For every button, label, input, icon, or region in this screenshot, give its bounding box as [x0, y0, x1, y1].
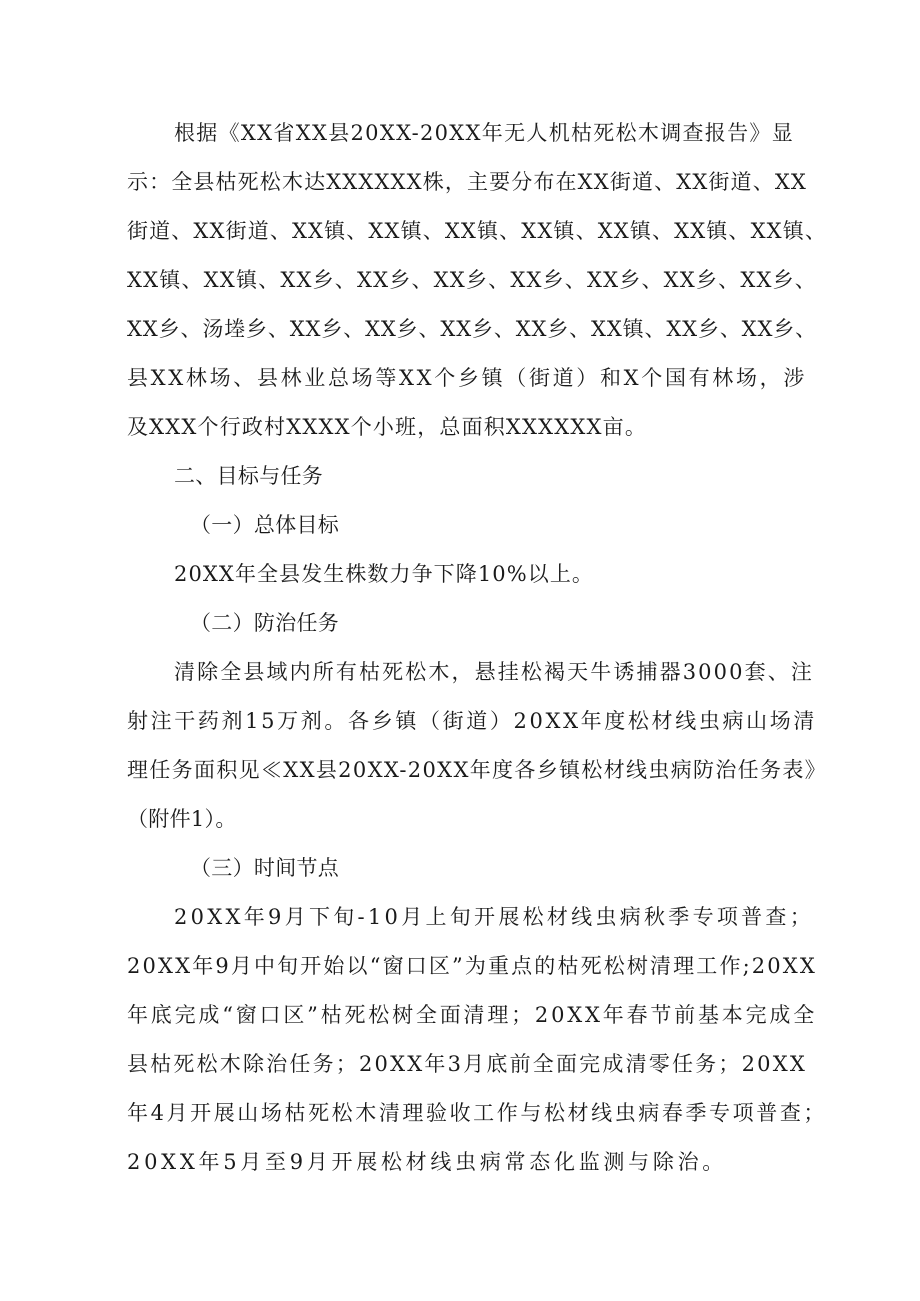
intro-line-2: 示：全县枯死松木达XXXXXX株，主要分布在XX街道、XX街道、XX: [127, 170, 807, 194]
timeline-line-3: 年底完成“窗口区”枯死松树全面清理；20XX年春节前基本完成全: [127, 1003, 817, 1027]
overall-goal-line-1: 20XX年全县发生株数力争下降10%以上。: [174, 562, 594, 586]
control-tasks-line-3: 理任务面积见≪XX县20XX-20XX年度各乡镇松材线虫病防治任务表》: [127, 758, 827, 782]
intro-line-6: 县XX林场、县林业总场等XX个乡镇（街道）和X个国有林场，涉: [127, 366, 807, 390]
timeline-line-6: 20XX年5月至9月开展松材线虫病常态化监测与除治。: [127, 1150, 727, 1174]
intro-line-7: 及XXX个行政村XXXX个小班，总面积XXXXXX亩。: [127, 415, 647, 439]
control-tasks-line-2: 射注干药剂15万剂。各乡镇（街道）20XX年度松材线虫病山场清: [127, 709, 817, 733]
control-tasks-line-1: 清除全县域内所有枯死松木，悬挂松褐天牛诱捕器3000套、注: [174, 660, 814, 684]
control-tasks-line-4: （附件1）。: [127, 807, 237, 831]
subheading-timeline: （三）时间节点: [190, 856, 340, 880]
timeline-line-5: 年4月开展山场枯死松木清理验收工作与松材线虫病春季专项普查；: [127, 1101, 827, 1125]
intro-line-3: 街道、XX街道、XX镇、XX镇、XX镇、XX镇、XX镇、XX镇、XX镇、: [127, 219, 827, 243]
timeline-line-4: 县枯死松木除治任务；20XX年3月底前全面完成清零任务；20XX: [127, 1052, 807, 1076]
subheading-overall-goal: （一）总体目标: [190, 513, 340, 537]
section-heading-goals: 二、目标与任务: [174, 464, 324, 488]
intro-line-5: XX乡、汤堘乡、XX乡、XX乡、XX乡、XX乡、XX镇、XX乡、XX乡、: [127, 317, 817, 341]
timeline-line-2: 20XX年9月中旬开始以“窗口区”为重点的枯死松树清理工作;20XX: [127, 954, 817, 978]
subheading-control-tasks: （二）防治任务: [190, 611, 340, 635]
intro-line-1: 根据《XX省XX县20XX-20XX年无人机枯死松木调查报告》显: [174, 121, 794, 145]
intro-line-4: XX镇、XX镇、XX乡、XX乡、XX乡、XX乡、XX乡、XX乡、XX乡、: [127, 268, 817, 292]
timeline-line-1: 20XX年9月下旬-10月上旬开展松材线虫病秋季专项普查；: [174, 905, 814, 929]
